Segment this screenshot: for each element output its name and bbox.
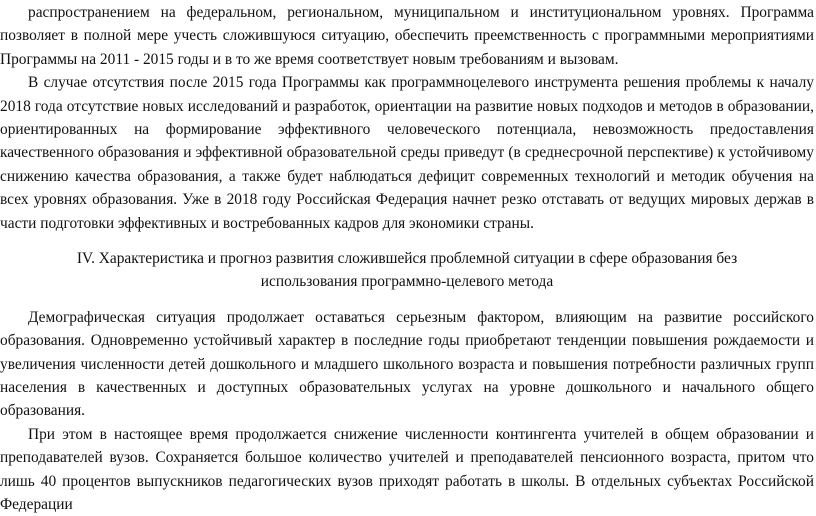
paragraph-3-line-1: Демографическая ситуация продолжает оставаться серьезным фактором, влияющим на развитие российского (28, 308, 814, 326)
paragraph-2-line-7: части подготовки эффективных и востребованных кадров для экономики страны. (0, 214, 534, 232)
paragraph-2-line-3: ориентированных на формирование эффективного человеческого потенциала, невозможность предоставления (0, 121, 814, 138)
paragraph-4-line-4: Федерации (0, 496, 73, 513)
paragraph-3-line-3: увеличения численности детей дошкольного и младшего школьного возраста и повышения потребности различных групп (0, 355, 814, 373)
section-heading-line-1: IV. Характеристика и прогноз развития сложившейся проблемной ситуации в сфере образования без (76, 250, 738, 267)
paragraph-3-line-2: образования. Одновременно устойчивый характер в последние годы приобретают тенденции повышения рождаемости и (0, 332, 814, 350)
paragraph-1-line-1: распространением на федеральном, региональном, муниципальном и институциональном уровнях. Программа (28, 4, 814, 21)
paragraph-4-line-2: преподавателей вузов. Сохраняется большое количество учителей и преподавателей пенсионного возраста, притом что (0, 449, 814, 467)
paragraph-1-line-3: Программы на 2011 - 2015 годы и в то же время соответствует новым требованиям и вызовам. (0, 50, 619, 68)
paragraph-2-line-6: всех уровнях образования. Уже в 2018 году Российская Федерация начнет резко отставать от ведущих мировых держав в (0, 191, 814, 209)
paragraph-2-line-5: снижению качества образования, а также будет наблюдаться дефицит современных технологий и методик обучения на (0, 167, 814, 185)
paragraph-3-line-4: населения в качественных и доступных образовательных услугах на уровне дошкольного и начального общего (0, 379, 814, 396)
paragraph-4-line-1: При этом в настоящее время продолжается снижение численности контингента учителей в общем образовании и (28, 425, 814, 443)
paragraph-1-line-2: позволяет в полной мере учесть сложившуюся ситуацию, обеспечить преемственность с программными мероприятиями (0, 27, 814, 45)
paragraph-2-line-2: 2018 года отсутствие новых исследований и разработок, ориентации на развитие новых подходов и методов в образовании, (0, 97, 814, 115)
paragraph-3-line-5: образования. (0, 402, 86, 420)
paragraph-2-line-1: В случае отсутствия после 2015 года Программы как программноцелевого инструмента решения проблемы к началу (28, 74, 814, 92)
paragraph-2-line-4: качественного образования и эффективной образовательной среды приведут (в среднесрочной перспективе) к устойчивому (0, 144, 814, 162)
section-heading-line-2: использования программно-целевого метода (260, 273, 554, 291)
paragraph-4-line-3: лишь 40 процентов выпускников педагогических вузов приходят работать в школы. В отдельных субъектах Российской (0, 472, 814, 490)
